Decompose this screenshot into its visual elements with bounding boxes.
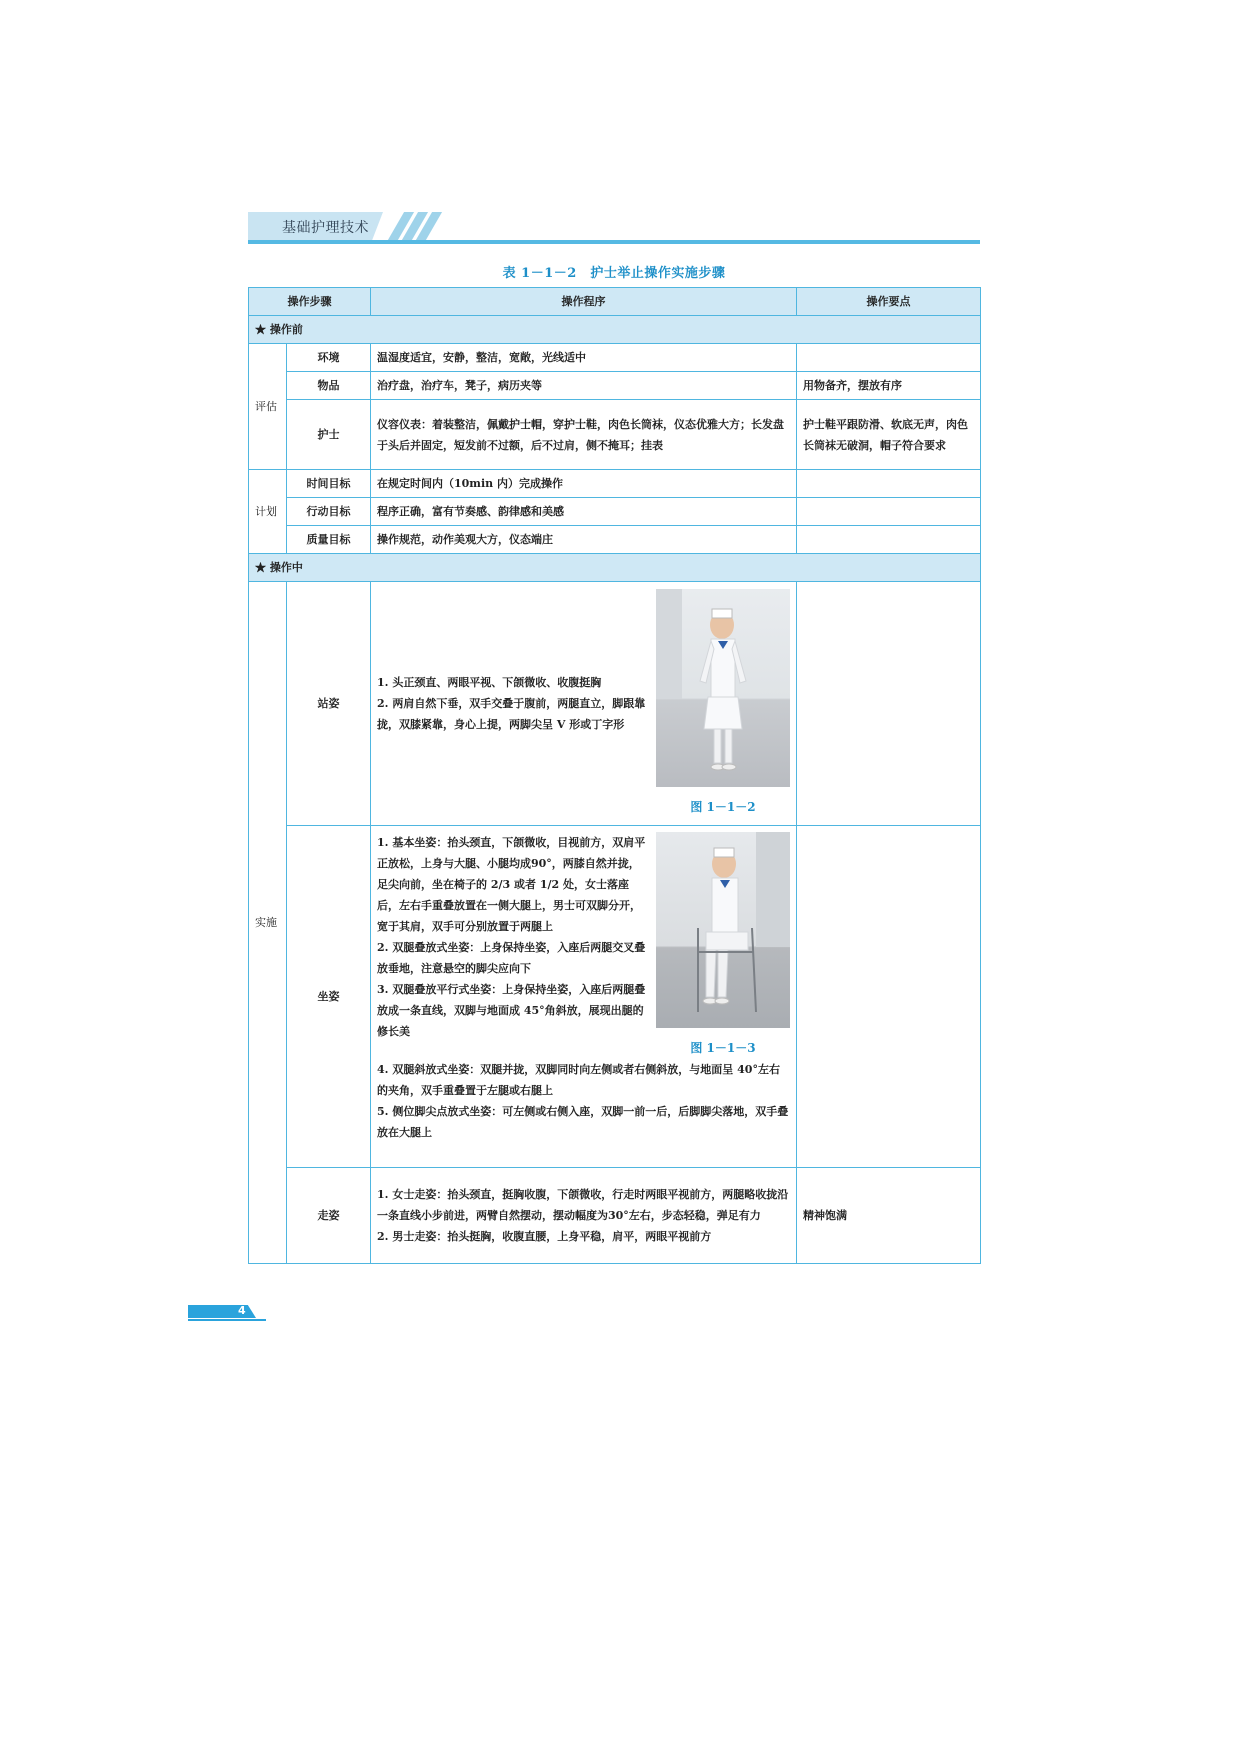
keypoint-cell bbox=[797, 582, 981, 826]
col-header-procedure: 操作程序 bbox=[371, 288, 797, 316]
stand-text bbox=[377, 672, 656, 735]
table-row bbox=[249, 498, 981, 526]
keypoint-cell bbox=[797, 826, 981, 1168]
col-header-step: 操作步骤 bbox=[249, 288, 371, 316]
table-row bbox=[249, 400, 981, 470]
sub-step: 护士 bbox=[287, 400, 371, 470]
keypoint-cell: 用物备齐，摆放有序 bbox=[797, 372, 981, 400]
sit-line-3: 3. 双腿叠放平行式坐姿：上身保持坐姿，入座后两腿叠放成一条直线，双脚与地面成 45°角斜放，展现出腿的修长美 bbox=[377, 983, 646, 1038]
page-number-rule bbox=[188, 1319, 266, 1321]
standing-nurse-photo bbox=[656, 589, 790, 787]
category-implement: 实施 bbox=[249, 582, 287, 1264]
procedure-cell bbox=[371, 826, 797, 1168]
figure-caption: 图 1－1－3 bbox=[690, 1041, 756, 1055]
section-row bbox=[249, 316, 981, 344]
table-row bbox=[249, 372, 981, 400]
figure-caption: 图 1－1－2 bbox=[690, 800, 756, 814]
procedure-cell bbox=[371, 1168, 797, 1264]
sub-step: 环境 bbox=[287, 344, 371, 372]
section-during: ★ 操作中 bbox=[249, 554, 981, 582]
procedure-table bbox=[248, 287, 981, 1264]
page-number bbox=[188, 1305, 270, 1319]
keypoint-cell bbox=[797, 498, 981, 526]
table-row bbox=[249, 826, 981, 1168]
sitting-nurse-photo bbox=[656, 832, 790, 1028]
procedure-cell: 操作规范，动作美观大方，仪态端庄 bbox=[371, 526, 797, 554]
sub-step: 站姿 bbox=[287, 582, 371, 826]
sub-step: 走姿 bbox=[287, 1168, 371, 1264]
sit-content bbox=[377, 832, 790, 1059]
figure-standing bbox=[656, 589, 790, 818]
procedure-cell: 在规定时间内（10min 内）完成操作 bbox=[371, 470, 797, 498]
keypoint-cell bbox=[797, 470, 981, 498]
procedure-cell: 治疗盘，治疗车，凳子，病历夹等 bbox=[371, 372, 797, 400]
procedure-cell: 程序正确，富有节奏感、韵律感和美感 bbox=[371, 498, 797, 526]
keypoint-cell: 护士鞋平跟防滑、软底无声，肉色长筒袜无破洞，帽子符合要求 bbox=[797, 400, 981, 470]
stand-line-1: 1. 头正颈直、两眼平视、下颌微收、收腹挺胸 bbox=[377, 676, 602, 689]
book-title: 基础护理技术 bbox=[282, 220, 369, 236]
table-row bbox=[249, 470, 981, 498]
sit-line-2: 2. 双腿叠放式坐姿：上身保持坐姿，入座后两腿交叉叠放垂地，注意悬空的脚尖应向下 bbox=[377, 941, 646, 975]
table-row bbox=[249, 526, 981, 554]
category-assess: 评估 bbox=[249, 344, 287, 470]
table-row bbox=[249, 344, 981, 372]
walk-line-2: 2. 男士走姿：抬头挺胸，收腹直腰，上身平稳，肩平，两眼平视前方 bbox=[377, 1230, 712, 1243]
col-header-keypoints: 操作要点 bbox=[797, 288, 981, 316]
walk-line-1: 1. 女士走姿：抬头颈直，挺胸收腹，下颌微收，行走时两眼平视前方，两腿略收拢沿一条直线小步前进，两臂自然摆动，摆动幅度为30°左右，步态轻稳，弹足有力 bbox=[377, 1188, 789, 1222]
sit-line-5: 5. 侧位脚尖点放式坐姿：可左侧或右侧入座，双脚一前一后，后脚脚尖落地，双手叠放在大腿上 bbox=[377, 1105, 789, 1139]
category-plan: 计划 bbox=[249, 470, 287, 554]
stand-content bbox=[377, 589, 790, 818]
section-before: ★ 操作前 bbox=[249, 316, 981, 344]
header-rule bbox=[248, 240, 980, 244]
table-row bbox=[249, 1168, 981, 1264]
stand-line-2: 2. 两肩自然下垂，双手交叠于腹前，两腿直立，脚跟靠拢，双膝紧靠，身心上提，两脚尖呈 V 形或丁字形 bbox=[377, 697, 646, 731]
running-header bbox=[248, 212, 980, 244]
sit-text-bottom bbox=[377, 1059, 790, 1143]
sub-step: 坐姿 bbox=[287, 826, 371, 1168]
sit-line-1: 1. 基本坐姿：抬头颈直，下颌微收，目视前方，双肩平正放松，上身与大腿、小腿均成90°，两膝自然并拢，足尖向前，坐在椅子的 2/3 或者 1/2 处，女士落座后，左右手重叠放置在一侧大腿上，男士可双脚分开，宽于其肩，双手可分别放置于两腿上 bbox=[377, 836, 646, 933]
page-number-text: 4 bbox=[238, 1304, 246, 1317]
sit-text-top bbox=[377, 832, 656, 1042]
procedure-cell: 温湿度适宜，安静，整洁，宽敞，光线适中 bbox=[371, 344, 797, 372]
table-row bbox=[249, 582, 981, 826]
section-row bbox=[249, 554, 981, 582]
keypoint-cell bbox=[797, 526, 981, 554]
sit-line-4: 4. 双腿斜放式坐姿：双腿并拢，双脚同时向左侧或者右侧斜放，与地面呈 40°左右的夹角，双手重叠置于左腿或右腿上 bbox=[377, 1063, 780, 1097]
sub-step: 时间目标 bbox=[287, 470, 371, 498]
sub-step: 行动目标 bbox=[287, 498, 371, 526]
procedure-cell bbox=[371, 582, 797, 826]
sub-step: 物品 bbox=[287, 372, 371, 400]
keypoint-cell: 精神饱满 bbox=[797, 1168, 981, 1264]
table-header-row bbox=[249, 288, 981, 316]
figure-sitting bbox=[656, 832, 790, 1059]
sub-step: 质量目标 bbox=[287, 526, 371, 554]
keypoint-cell bbox=[797, 344, 981, 372]
table-caption: 表 1－1－2 护士举止操作实施步骤 bbox=[502, 266, 726, 281]
procedure-cell: 仪容仪表：着装整洁，佩戴护士帽，穿护士鞋，肉色长筒袜，仪态优雅大方；长发盘于头后并固定，短发前不过额，后不过肩，侧不掩耳；挂表 bbox=[371, 400, 797, 470]
